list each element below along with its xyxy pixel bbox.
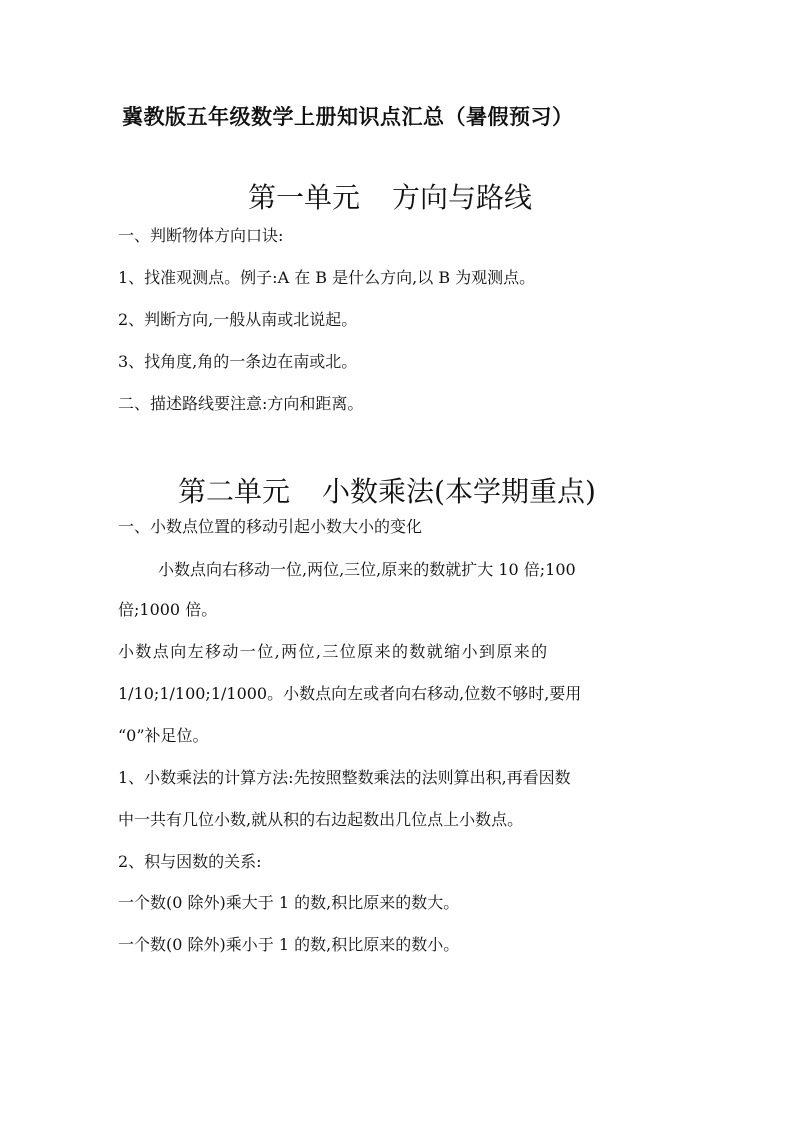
- unit1-heading-number: 第一单元: [248, 181, 361, 214]
- unit2-line-6: “0”补足位。: [118, 726, 209, 745]
- unit2-line-9: 2、积与因数的关系:: [118, 852, 262, 871]
- unit1-line-3: 2、判断方向,一般从南或北说起。: [118, 310, 358, 329]
- unit2-heading-topic: 小数乘法(本学期重点): [322, 475, 596, 508]
- unit2-line-5: 1/10;1/100;1/1000。小数点向左或者向右移动,位数不够时,要用: [118, 684, 582, 703]
- unit1-heading-topic: 方向与路线: [392, 181, 533, 214]
- unit2-line-8: 中一共有几位小数,就从积的右边起数出几位点上小数点。: [118, 810, 524, 829]
- unit1-line-5: 二、描述路线要注意:方向和距离。: [118, 394, 364, 413]
- unit2-heading: [178, 470, 596, 510]
- unit2-heading-number: 第二单元: [178, 475, 291, 508]
- unit2-line-1: 一、小数点位置的移动引起小数大小的变化: [118, 517, 423, 536]
- unit2-line-10: 一个数(0 除外)乘大于 1 的数,积比原来的数大。: [118, 893, 460, 912]
- unit1-line-2: 1、找准观测点。例子:A 在 B 是什么方向,以 B 为观测点。: [118, 268, 536, 287]
- unit2-line-7: 1、小数乘法的计算方法:先按照整数乘法的法则算出积,再看因数: [118, 768, 571, 787]
- unit1-heading: [248, 176, 532, 216]
- unit1-line-4: 3、找角度,角的一条边在南或北。: [118, 352, 358, 371]
- unit2-line-3: 倍;1000 倍。: [118, 600, 218, 619]
- document-title: 冀教版五年级数学上册知识点汇总（暑假预习）: [122, 105, 574, 129]
- unit1-line-1: 一、判断物体方向口诀:: [118, 226, 284, 245]
- unit2-line-2: 小数点向右移动一位,两位,三位,原来的数就扩大 10 倍;100: [158, 560, 576, 579]
- unit2-line-4: 小数点向左移动一位,两位,三位原来的数就缩小到原来的: [118, 642, 549, 661]
- unit2-line-11: 一个数(0 除外)乘小于 1 的数,积比原来的数小。: [118, 935, 460, 954]
